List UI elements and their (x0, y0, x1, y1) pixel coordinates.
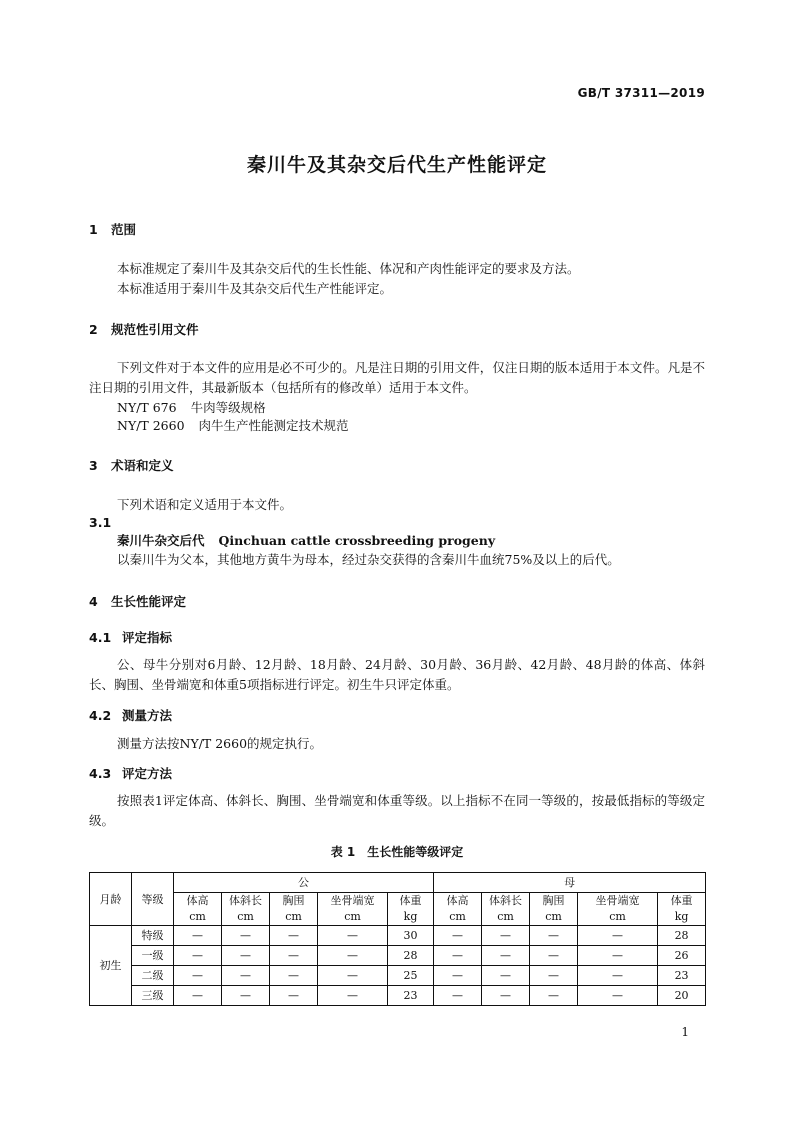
value-cell: — (270, 966, 318, 986)
value-cell: 23 (658, 966, 706, 986)
header-col-height-female: 体高 cm (434, 893, 482, 926)
table-row (90, 966, 706, 986)
header-col-pin-width-male: 坐骨端宽 cm (318, 893, 388, 926)
section-4-2-heading (89, 706, 172, 724)
section-1-title: 范围 (111, 222, 137, 237)
value-cell: 20 (658, 986, 706, 1006)
reference-code: NY/T 676 (117, 400, 177, 415)
page-number: 1 (681, 1025, 689, 1039)
section-4-1-heading (89, 628, 172, 646)
section-4-3-para: 按照表1评定体高、体斜长、胸围、坐骨端宽和体重等级。以上指标不在同一等级的，按最低指标的等级定级。 (89, 793, 705, 828)
value-cell: 28 (388, 946, 434, 966)
grade-cell: 特级 (132, 926, 174, 946)
value-cell: 28 (658, 926, 706, 946)
value-cell: — (530, 986, 578, 1006)
value-cell: — (530, 946, 578, 966)
value-cell: — (222, 986, 270, 1006)
term-chinese: 秦川牛杂交后代 (117, 533, 205, 548)
value-cell: — (434, 986, 482, 1006)
section-1-number: 1 (89, 222, 98, 237)
value-cell: 26 (658, 946, 706, 966)
section-2-number: 2 (89, 322, 98, 337)
group-label-newborn: 初生 (90, 926, 132, 1006)
section-4-3-number: 4.3 (89, 766, 112, 781)
table-caption-number: 表 1 (330, 845, 356, 859)
value-cell: 23 (388, 986, 434, 1006)
header-col-height-male: 体高 cm (174, 893, 222, 926)
section-4-2-title: 测量方法 (122, 708, 173, 723)
section-3-para-1: 下列术语和定义适用于本文件。 (117, 497, 293, 512)
header-col-girth-male: 胸围 cm (270, 893, 318, 926)
value-cell: — (482, 986, 530, 1006)
table-row (90, 946, 706, 966)
header-age: 月龄 (90, 873, 132, 926)
header-col-length-female: 体斜长 cm (482, 893, 530, 926)
section-4-3-title: 评定方法 (122, 766, 173, 781)
section-3-title: 术语和定义 (111, 458, 174, 473)
value-cell: 30 (388, 926, 434, 946)
header-grade: 等级 (132, 873, 174, 926)
value-cell: — (222, 926, 270, 946)
header-col-pin-width-female: 坐骨端宽 cm (578, 893, 658, 926)
term-number: 3.1 (89, 515, 112, 530)
table-row (90, 986, 706, 1006)
section-2-heading (89, 320, 199, 338)
value-cell: — (434, 946, 482, 966)
value-cell: — (174, 966, 222, 986)
term-english: Qinchuan cattle crossbreeding progeny (218, 533, 496, 548)
section-2-para-1: 下列文件对于本文件的应用是必不可少的。凡是注日期的引用文件，仅注日期的版本适用于本文件。凡是不注日期的引用文件，其最新版本（包括所有的修改单）适用于本文件。 (89, 360, 705, 395)
section-1-heading (89, 220, 136, 238)
standard-code: GB/T 37311—2019 (577, 86, 705, 100)
value-cell: — (530, 966, 578, 986)
section-4-number: 4 (89, 594, 98, 609)
value-cell: — (270, 946, 318, 966)
section-1-para-1: 本标准规定了秦川牛及其杂交后代的生长性能、体况和产肉性能评定的要求及方法。 (117, 261, 580, 276)
section-1-para-2: 本标准适用于秦川牛及其杂交后代生产性能评定。 (117, 281, 393, 296)
section-4-title: 生长性能评定 (111, 594, 187, 609)
value-cell: — (578, 946, 658, 966)
value-cell: — (434, 966, 482, 986)
reference-code: NY/T 2660 (117, 418, 185, 433)
value-cell: — (318, 986, 388, 1006)
term-definition: 以秦川牛为父本，其他地方黄牛为母本，经过杂交获得的含秦川牛血统75%及以上的后代。 (117, 552, 620, 567)
reference-item-2 (117, 416, 349, 436)
header-col-length-male: 体斜长 cm (222, 893, 270, 926)
value-cell: — (482, 946, 530, 966)
section-4-heading (89, 592, 186, 610)
growth-grade-table (89, 872, 706, 1006)
reference-item-1 (117, 398, 266, 418)
table-caption (0, 843, 794, 860)
value-cell: — (318, 966, 388, 986)
header-male: 公 (174, 873, 434, 893)
value-cell: — (482, 926, 530, 946)
section-4-3-heading (89, 764, 172, 782)
grade-cell: 一级 (132, 946, 174, 966)
header-col-girth-female: 胸围 cm (530, 893, 578, 926)
document-title: 秦川牛及其杂交后代生产性能评定 (246, 154, 547, 176)
value-cell: — (578, 966, 658, 986)
value-cell: — (174, 986, 222, 1006)
section-4-1-number: 4.1 (89, 630, 112, 645)
value-cell: — (222, 946, 270, 966)
value-cell: — (482, 966, 530, 986)
value-cell: — (174, 926, 222, 946)
value-cell: — (578, 986, 658, 1006)
value-cell: — (270, 986, 318, 1006)
section-4-2-number: 4.2 (89, 708, 112, 723)
value-cell: — (434, 926, 482, 946)
section-3-number: 3 (89, 458, 98, 473)
table-caption-title: 生长性能等级评定 (367, 845, 464, 859)
header-female: 母 (434, 873, 706, 893)
value-cell: 25 (388, 966, 434, 986)
header-col-weight-female: 体重 kg (658, 893, 706, 926)
section-4-1-title: 评定指标 (122, 630, 173, 645)
term-heading (117, 531, 495, 551)
value-cell: — (222, 966, 270, 986)
value-cell: — (578, 926, 658, 946)
grade-cell: 三级 (132, 986, 174, 1006)
value-cell: — (174, 946, 222, 966)
grade-cell: 二级 (132, 966, 174, 986)
section-4-1-para: 公、母牛分别对6月龄、12月龄、18月龄、24月龄、30月龄、36月龄、42月龄、48月龄的体高、体斜长、胸围、坐骨端宽和体重5项指标进行评定。初生牛只评定体重。 (89, 657, 705, 692)
value-cell: — (318, 926, 388, 946)
value-cell: — (530, 926, 578, 946)
reference-title: 牛肉等级规格 (190, 400, 266, 415)
section-3-heading (89, 456, 174, 474)
value-cell: — (270, 926, 318, 946)
header-col-weight-male: 体重 kg (388, 893, 434, 926)
value-cell: — (318, 946, 388, 966)
reference-title: 肉牛生产性能测定技术规范 (198, 418, 349, 433)
table-row (90, 926, 706, 946)
section-4-2-para: 测量方法按NY/T 2660的规定执行。 (117, 736, 323, 751)
section-2-title: 规范性引用文件 (111, 322, 199, 337)
